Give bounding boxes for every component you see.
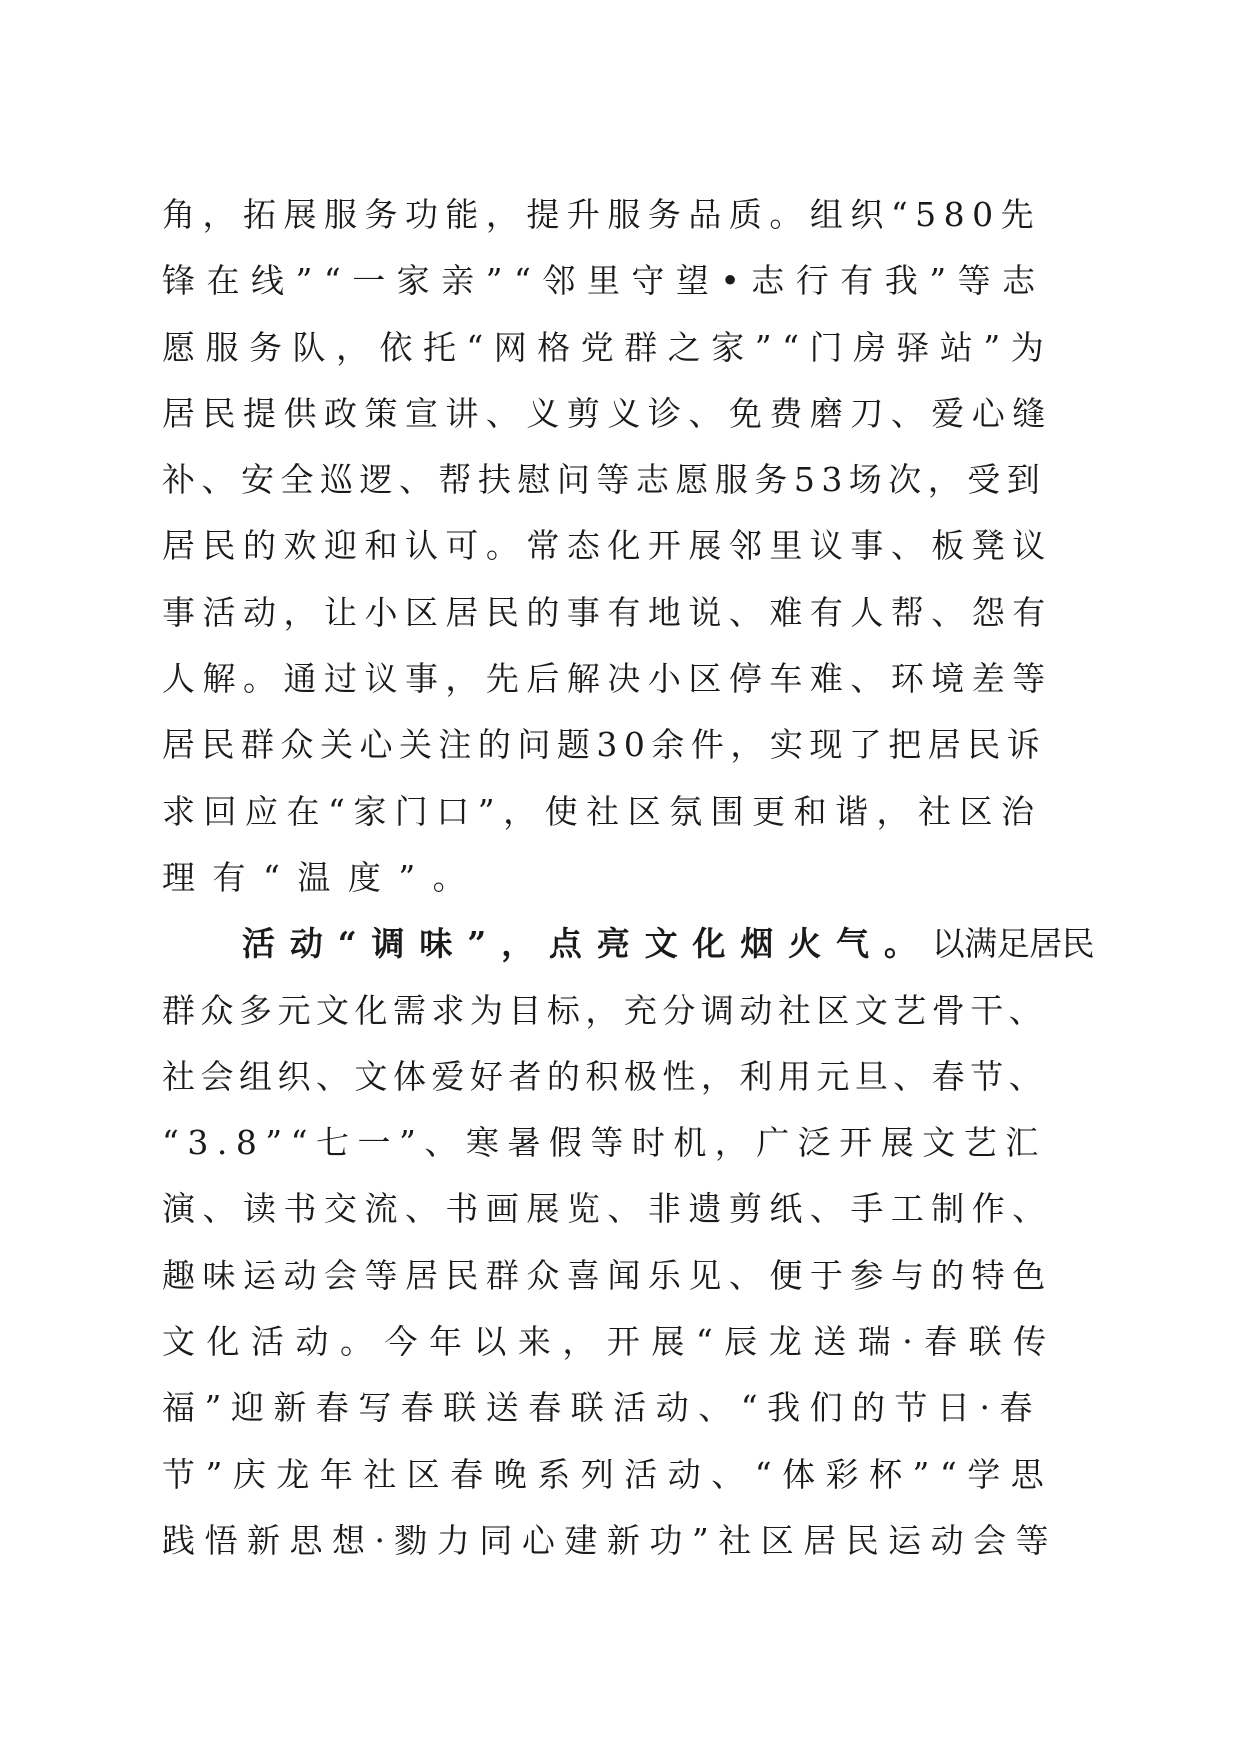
- text-line: 福”迎新春写春联送春联活动、“我们的节日·春: [162, 1388, 1043, 1428]
- paragraph-culture: [162, 911, 1095, 1574]
- text-line: 社会组织、文体爱好者的积极性，利用元旦、春节、: [162, 1056, 1048, 1096]
- heading-continuation: 以满足居民: [931, 924, 1095, 964]
- text-line: 演、读书交流、书画展览、非遗剪纸、手工制作、: [162, 1189, 1053, 1229]
- section-heading: 活动“调味”，点亮文化烟火气。: [242, 924, 932, 964]
- text-line: 补、安全巡逻、帮扶慰问等志愿服务53场次，受到: [162, 460, 1047, 500]
- text-line: 节”庆龙年社区春晚系列活动、“体彩杯”“学思: [162, 1454, 1055, 1494]
- text-line: 愿服务队，依托“网格党群之家”“门房驿站”为: [162, 327, 1055, 367]
- text-line: 居民提供政策宣讲、义剪义诊、免费磨刀、爱心缝: [162, 393, 1053, 433]
- text-line: 文化活动。今年以来，开展“辰龙送瑞·春联传: [162, 1322, 1058, 1362]
- text-line: “3.8”“七一”、寒暑假等时机，广泛开展文艺汇: [162, 1123, 1047, 1163]
- text-line: 群众多元文化需求为目标，充分调动社区文艺骨干、: [162, 990, 1048, 1030]
- text-line: 角，拓展服务功能，提升服务品质。组织“580先: [162, 195, 1042, 234]
- paragraph-first-line: [162, 911, 1095, 977]
- paragraph-service: [162, 182, 1062, 911]
- text-line: 求回应在“家门口”，使社区氛围更和谐，社区治: [162, 791, 1043, 831]
- text-line: 理有“温度”。: [162, 857, 484, 897]
- text-line: 人解。通过议事，先后解决小区停车难、环境差等: [162, 659, 1053, 699]
- text-line: 践悟新思想·勠力同心建新功”社区居民运动会等: [162, 1520, 1059, 1560]
- text-line: 居民的欢迎和认可。常态化开展邻里议事、板凳议: [162, 526, 1053, 566]
- text-line: 居民群众关心关注的问题30余件，实现了把居民诉: [162, 725, 1047, 765]
- document-body: [162, 182, 1095, 1574]
- text-line: 趣味运动会等居民群众喜闻乐见、便于参与的特色: [162, 1255, 1053, 1295]
- text-line: 锋在线”“一家亲”“邻里守望•志行有我”等志: [162, 261, 1047, 301]
- text-line: 事活动，让小区居民的事有地说、难有人帮、怨有: [162, 592, 1053, 632]
